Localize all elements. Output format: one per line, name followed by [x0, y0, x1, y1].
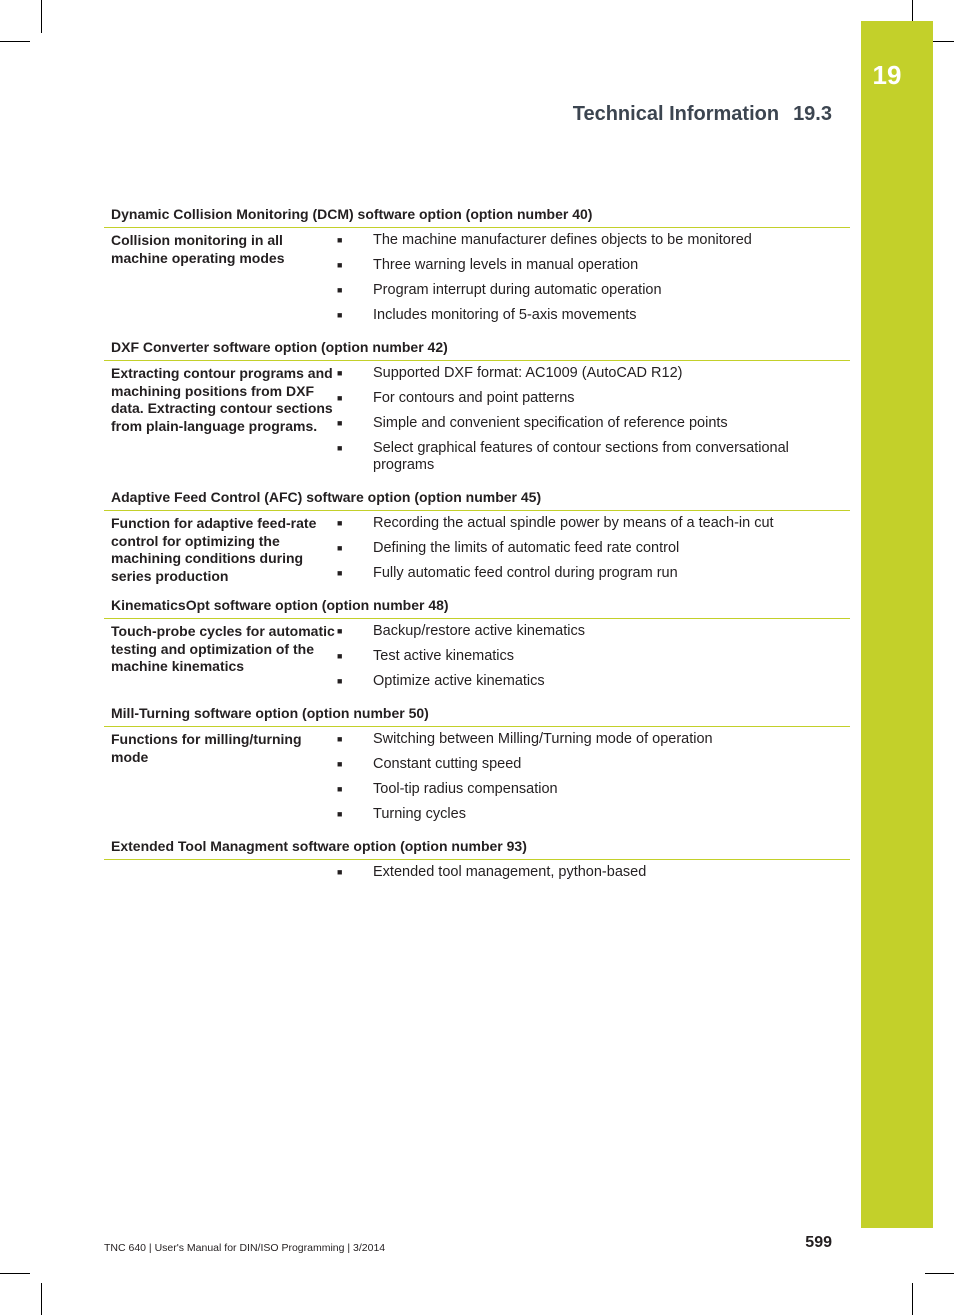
list-item [336, 540, 850, 557]
list-item [336, 515, 850, 532]
option-section [104, 704, 850, 831]
list-item-text: Includes monitoring of 5-axis movements [373, 307, 637, 323]
crop-mark [912, 1283, 913, 1315]
list-item-text: Turning cycles [373, 806, 466, 822]
square-bullet-icon: ■ [337, 734, 343, 744]
list-item [336, 307, 850, 324]
crop-mark [41, 1283, 42, 1315]
list-item [336, 365, 850, 382]
list-item [336, 257, 850, 274]
crop-mark [0, 1273, 30, 1274]
feature-list [336, 623, 850, 698]
square-bullet-icon: ■ [337, 285, 343, 295]
section-row [104, 511, 850, 590]
crop-mark [0, 41, 30, 42]
footer-text: TNC 640 | User's Manual for DIN/ISO Programming | 3/2014 [104, 1242, 386, 1254]
list-item-text: Simple and convenient specification of reference points [373, 415, 728, 431]
section-row [104, 727, 850, 831]
list-item [336, 623, 850, 640]
list-item [336, 232, 850, 249]
list-item [336, 440, 850, 474]
square-bullet-icon: ■ [337, 676, 343, 686]
square-bullet-icon: ■ [337, 260, 343, 270]
square-bullet-icon: ■ [337, 809, 343, 819]
option-section [104, 488, 850, 590]
list-item-text: Supported DXF format: AC1009 (AutoCAD R12) [373, 365, 683, 381]
square-bullet-icon: ■ [337, 867, 343, 877]
feature-description [104, 864, 336, 889]
list-item-text: Defining the limits of automatic feed rate control [373, 540, 680, 556]
feature-description: Function for adaptive feed-rate control for optimizing the machining conditions during series production [111, 515, 317, 584]
list-item [336, 565, 850, 582]
chapter-tab [861, 21, 933, 1228]
list-item-text: Select graphical features of contour sections from conversational programs [373, 440, 789, 473]
feature-list [336, 731, 850, 831]
square-bullet-icon: ■ [337, 518, 343, 528]
option-section [104, 596, 850, 698]
list-item [336, 648, 850, 665]
crop-mark [933, 41, 954, 42]
section-title: DXF Converter software option (option number 42) [104, 338, 850, 361]
page-header [400, 103, 832, 126]
list-item [336, 731, 850, 748]
feature-description: Functions for milling/turning mode [111, 731, 302, 765]
crop-mark [41, 0, 42, 33]
list-item-text: Test active kinematics [373, 648, 515, 664]
feature-description: Touch-probe cycles for automatic testing and optimization of the machine kinematics [111, 623, 335, 674]
list-item-text: Backup/restore active kinematics [373, 623, 585, 639]
list-item-text: Extended tool management, python-based [373, 864, 647, 880]
section-title: Adaptive Feed Control (AFC) software option (option number 45) [104, 488, 850, 511]
crop-mark [912, 0, 913, 21]
section-row [104, 619, 850, 698]
list-item-text: Constant cutting speed [373, 756, 522, 772]
option-sections [104, 205, 850, 895]
list-item [336, 415, 850, 432]
square-bullet-icon: ■ [337, 393, 343, 403]
square-bullet-icon: ■ [337, 568, 343, 578]
list-item-text: Switching between Milling/Turning mode of operation [373, 731, 713, 747]
list-item-text: For contours and point patterns [373, 390, 575, 406]
square-bullet-icon: ■ [337, 651, 343, 661]
list-item [336, 756, 850, 773]
list-item-text: The machine manufacturer defines objects to be monitored [373, 232, 752, 248]
square-bullet-icon: ■ [337, 418, 343, 428]
square-bullet-icon: ■ [337, 310, 343, 320]
header-title: Technical Information [572, 103, 780, 125]
section-row [104, 228, 850, 332]
list-item [336, 806, 850, 823]
square-bullet-icon: ■ [337, 235, 343, 245]
square-bullet-icon: ■ [337, 543, 343, 553]
chapter-number: 19 [872, 60, 902, 90]
option-section [104, 338, 850, 482]
list-item [336, 673, 850, 690]
list-item-text: Optimize active kinematics [373, 673, 545, 689]
feature-description: Collision monitoring in all machine operating modes [111, 232, 285, 266]
section-title: KinematicsOpt software option (option number 48) [104, 596, 850, 619]
list-item-text: Recording the actual spindle power by means of a teach-in cut [373, 515, 774, 531]
list-item [336, 864, 850, 881]
section-title: Extended Tool Managment software option (option number 93) [104, 837, 850, 860]
list-item-text: Three warning levels in manual operation [373, 257, 639, 273]
option-section [104, 205, 850, 332]
list-item-text: Fully automatic feed control during program run [373, 565, 678, 581]
section-row [104, 860, 850, 889]
square-bullet-icon: ■ [337, 784, 343, 794]
feature-description: Extracting contour programs and machining positions from DXF data. Extracting contour sections from plain-language programs. [111, 365, 333, 434]
feature-list [336, 515, 850, 590]
header-section: 19.3 [793, 103, 832, 125]
list-item [336, 390, 850, 407]
square-bullet-icon: ■ [337, 368, 343, 378]
crop-mark [925, 1273, 954, 1274]
feature-list [336, 232, 850, 332]
section-title: Mill-Turning software option (option number 50) [104, 704, 850, 727]
square-bullet-icon: ■ [337, 626, 343, 636]
page-number: 599 [805, 1234, 832, 1251]
list-item-text: Tool-tip radius compensation [373, 781, 558, 797]
section-title: Dynamic Collision Monitoring (DCM) software option (option number 40) [104, 205, 850, 228]
list-item-text: Program interrupt during automatic operation [373, 282, 662, 298]
feature-list [336, 365, 850, 482]
option-section [104, 837, 850, 889]
square-bullet-icon: ■ [337, 443, 343, 453]
square-bullet-icon: ■ [337, 759, 343, 769]
list-item [336, 781, 850, 798]
list-item [336, 282, 850, 299]
feature-list [336, 864, 850, 889]
section-row [104, 361, 850, 482]
